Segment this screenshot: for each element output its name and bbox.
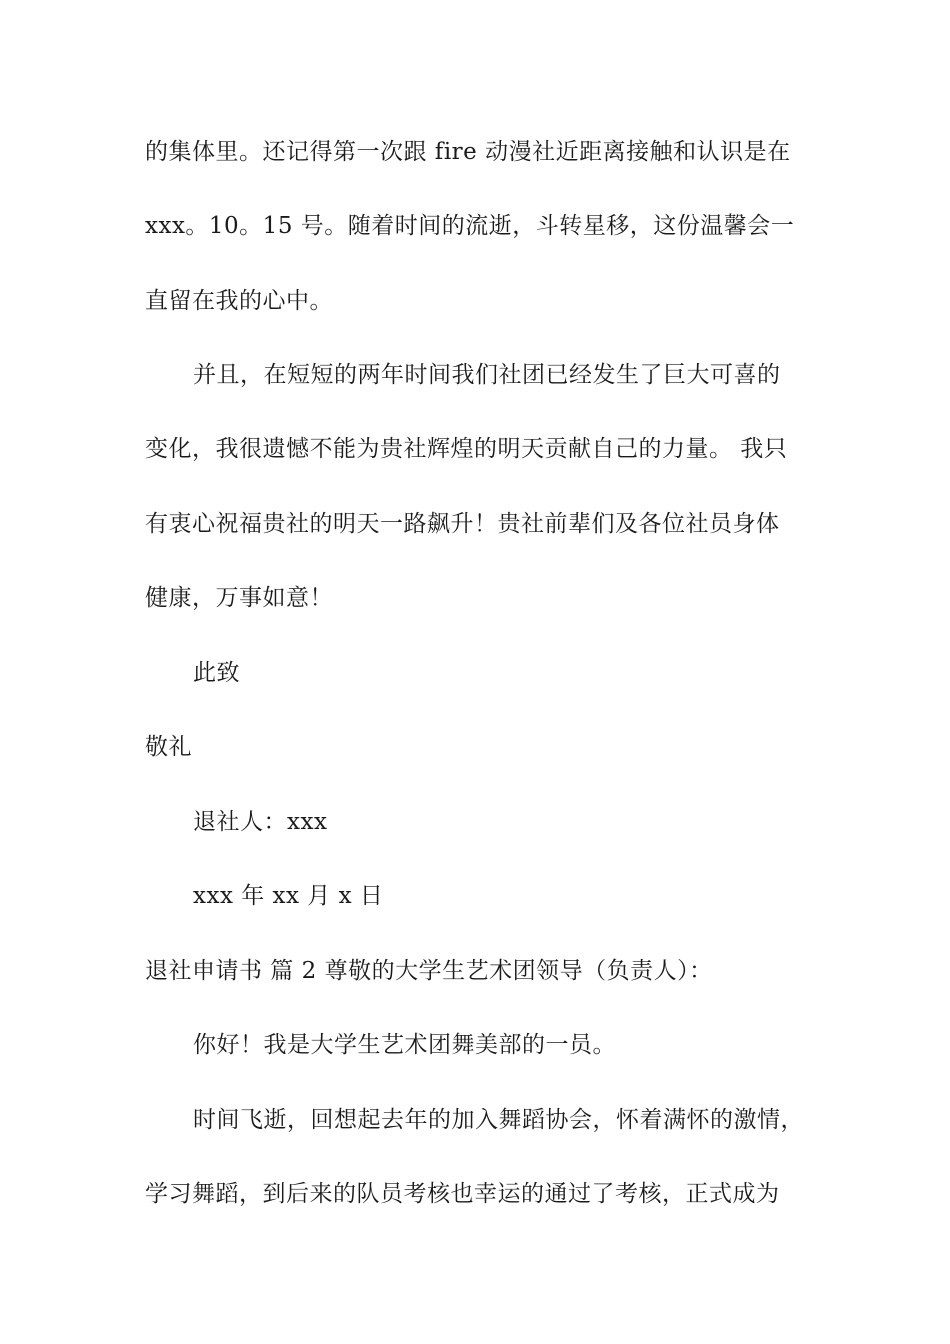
paragraph-line: 有衷心祝福贵社的明天一路飙升！贵社前辈们及各位社员身体 xyxy=(145,511,780,537)
paragraph-line: 时间飞逝，回想起去年的加入舞蹈协会，怀着满怀的激情， xyxy=(193,1107,804,1133)
paragraph-line: 的集体里。还记得第一次跟 fire 动漫社近距离接触和认识是在 xyxy=(145,139,791,165)
paragraph-line: 直留在我的心中。 xyxy=(145,288,333,314)
paragraph-line: 并且，在短短的两年时间我们社团已经发生了巨大可喜的 xyxy=(193,362,781,388)
closing-regards: 敬礼 xyxy=(145,734,192,760)
signer-line: 退社人：xxx xyxy=(193,809,328,835)
paragraph-line: 你好！我是大学生艺术团舞美部的一员。 xyxy=(193,1032,616,1058)
closing-salutation: 此致 xyxy=(193,660,240,686)
section-heading: 退社申请书 篇 2 尊敬的大学生艺术团领导（负责人）： xyxy=(145,958,713,984)
paragraph-line: 变化，我很遗憾不能为贵社辉煌的明天贡献自己的力量。 我只 xyxy=(145,436,788,462)
date-line: xxx 年 xx 月 x 日 xyxy=(193,883,384,909)
paragraph-line: xxx。10。15 号。随着时间的流逝，斗转星移，这份温馨会一 xyxy=(145,213,795,239)
paragraph-line: 健康，万事如意！ xyxy=(145,585,333,611)
paragraph-line: 学习舞蹈，到后来的队员考核也幸运的通过了考核，正式成为 xyxy=(145,1181,780,1207)
